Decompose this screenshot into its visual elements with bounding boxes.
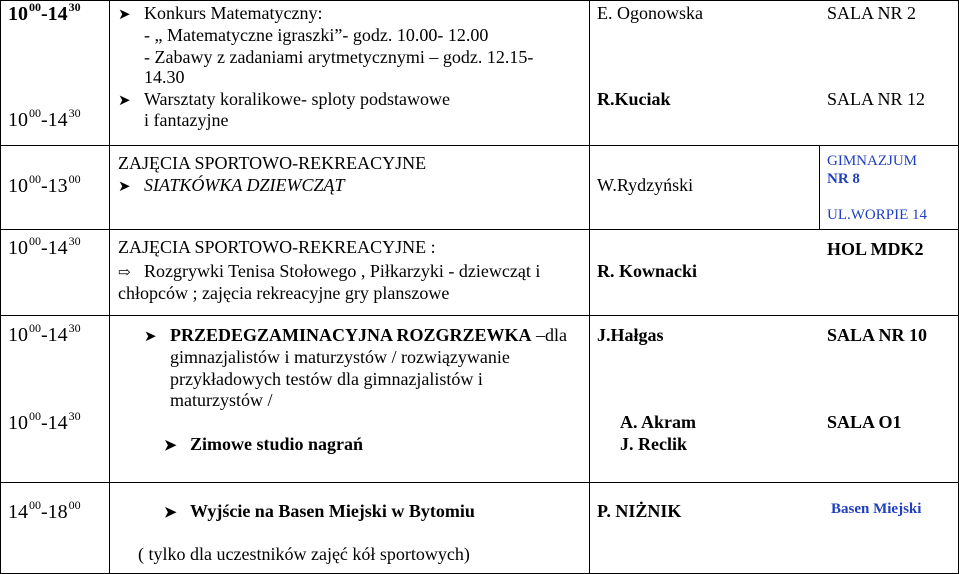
person-name: R.Kuciak xyxy=(597,89,671,109)
column-divider xyxy=(819,145,820,230)
activity-detail: ( tylko dla uczestników zajęć kół sportowych) xyxy=(138,544,470,564)
activity-detail: maturzystów / xyxy=(170,390,273,410)
person-name: J.Hałgas xyxy=(597,325,664,345)
column-divider xyxy=(589,0,590,574)
person-name: P. NIŻNIK xyxy=(597,501,682,521)
table-border-top xyxy=(0,0,959,1)
person-name: W.Rydzyński xyxy=(597,175,694,195)
row-divider xyxy=(0,315,959,316)
place-link[interactable]: Basen Miejski xyxy=(831,501,922,517)
activity-title: ➤ Konkurs Matematyczny: xyxy=(118,3,323,23)
activity-title: ➤ Warsztaty koralikowe- sploty podstawowe xyxy=(118,89,450,109)
time-slot: $10^{00}-14^{30}$ xyxy=(8,321,81,346)
room-label: GIMNAZJUM xyxy=(827,153,917,169)
activity-detail: gimnazjalistów i maturzystów / rozwiązywanie xyxy=(170,347,510,367)
room-label: SALA NR 10 xyxy=(827,325,928,345)
time-slot: $10^{00}-13^{00}$ xyxy=(8,172,81,197)
person-name: J. Reclik xyxy=(620,434,687,454)
chevron-right-icon: ➤ xyxy=(118,7,131,23)
activity-detail: przykładowych testów dla gimnazjalistów i xyxy=(170,369,483,389)
room-label: NR 8 xyxy=(827,171,860,187)
room-label: SALA O1 xyxy=(827,412,902,432)
row-divider xyxy=(0,145,959,146)
room-label: SALA NR 12 xyxy=(827,89,926,109)
room-address: UL.WORPIE 14 xyxy=(827,207,927,223)
table-border-left xyxy=(0,0,1,574)
chevron-right-icon: ➤ xyxy=(164,438,177,454)
person-name: R. Kownacki xyxy=(597,261,698,281)
activity-title: ZAJĘCIA SPORTOWO-REKREACYJNE : xyxy=(118,237,436,257)
chevron-right-icon: ➤ xyxy=(164,505,177,521)
activity-title: ➤ Zimowe studio nagrań xyxy=(164,434,364,454)
activity-title: ➤ Wyjście na Basen Miejski w Bytomiu xyxy=(164,501,475,521)
arrow-right-icon: ⇨ xyxy=(118,265,131,281)
activity-detail: i fantazyjne xyxy=(144,110,229,130)
activity-detail: ⇨ Rozgrywki Tenisa Stołowego , Piłkarzyki - dziewcząt i xyxy=(118,261,541,281)
activity-title: ➤ PRZEDEGZAMINACYJNA ROZGRZEWKA –dla xyxy=(144,325,568,345)
chevron-right-icon: ➤ xyxy=(144,329,157,345)
row-divider xyxy=(0,229,959,230)
chevron-right-icon: ➤ xyxy=(118,179,131,195)
time-slot: $10^{00}-14^{30}$ xyxy=(8,234,81,259)
activity-detail: - Zabawy z zadaniami arytmetycznymi – godz. 12.15- xyxy=(144,47,534,67)
room-label: HOL MDK2 xyxy=(827,239,924,259)
activity-title: ZAJĘCIA SPORTOWO-REKREACYJNE xyxy=(118,153,427,173)
time-slot: $10^{00}-14^{30}$ xyxy=(8,106,81,131)
time-slot: $10^{00}-14^{30}$ xyxy=(8,0,81,25)
chevron-right-icon: ➤ xyxy=(118,93,131,109)
person-name: A. Akram xyxy=(620,412,696,432)
column-divider xyxy=(109,0,110,574)
activity-detail: 14.30 xyxy=(144,67,185,87)
activity-detail: ➤ SIATKÓWKA DZIEWCZĄT xyxy=(118,175,345,195)
activity-detail: chłopców ; zajęcia rekreacyjne gry planszowe xyxy=(118,283,450,303)
time-slot: $14^{00}-18^{00}$ xyxy=(8,498,81,523)
person-name: E. Ogonowska xyxy=(597,3,703,23)
time-slot: $10^{00}-14^{30}$ xyxy=(8,409,81,434)
row-divider xyxy=(0,482,959,483)
room-label: SALA NR 2 xyxy=(827,3,917,23)
activity-detail: - „ Matematyczne igraszki”- godz. 10.00- 12.00 xyxy=(144,25,489,45)
